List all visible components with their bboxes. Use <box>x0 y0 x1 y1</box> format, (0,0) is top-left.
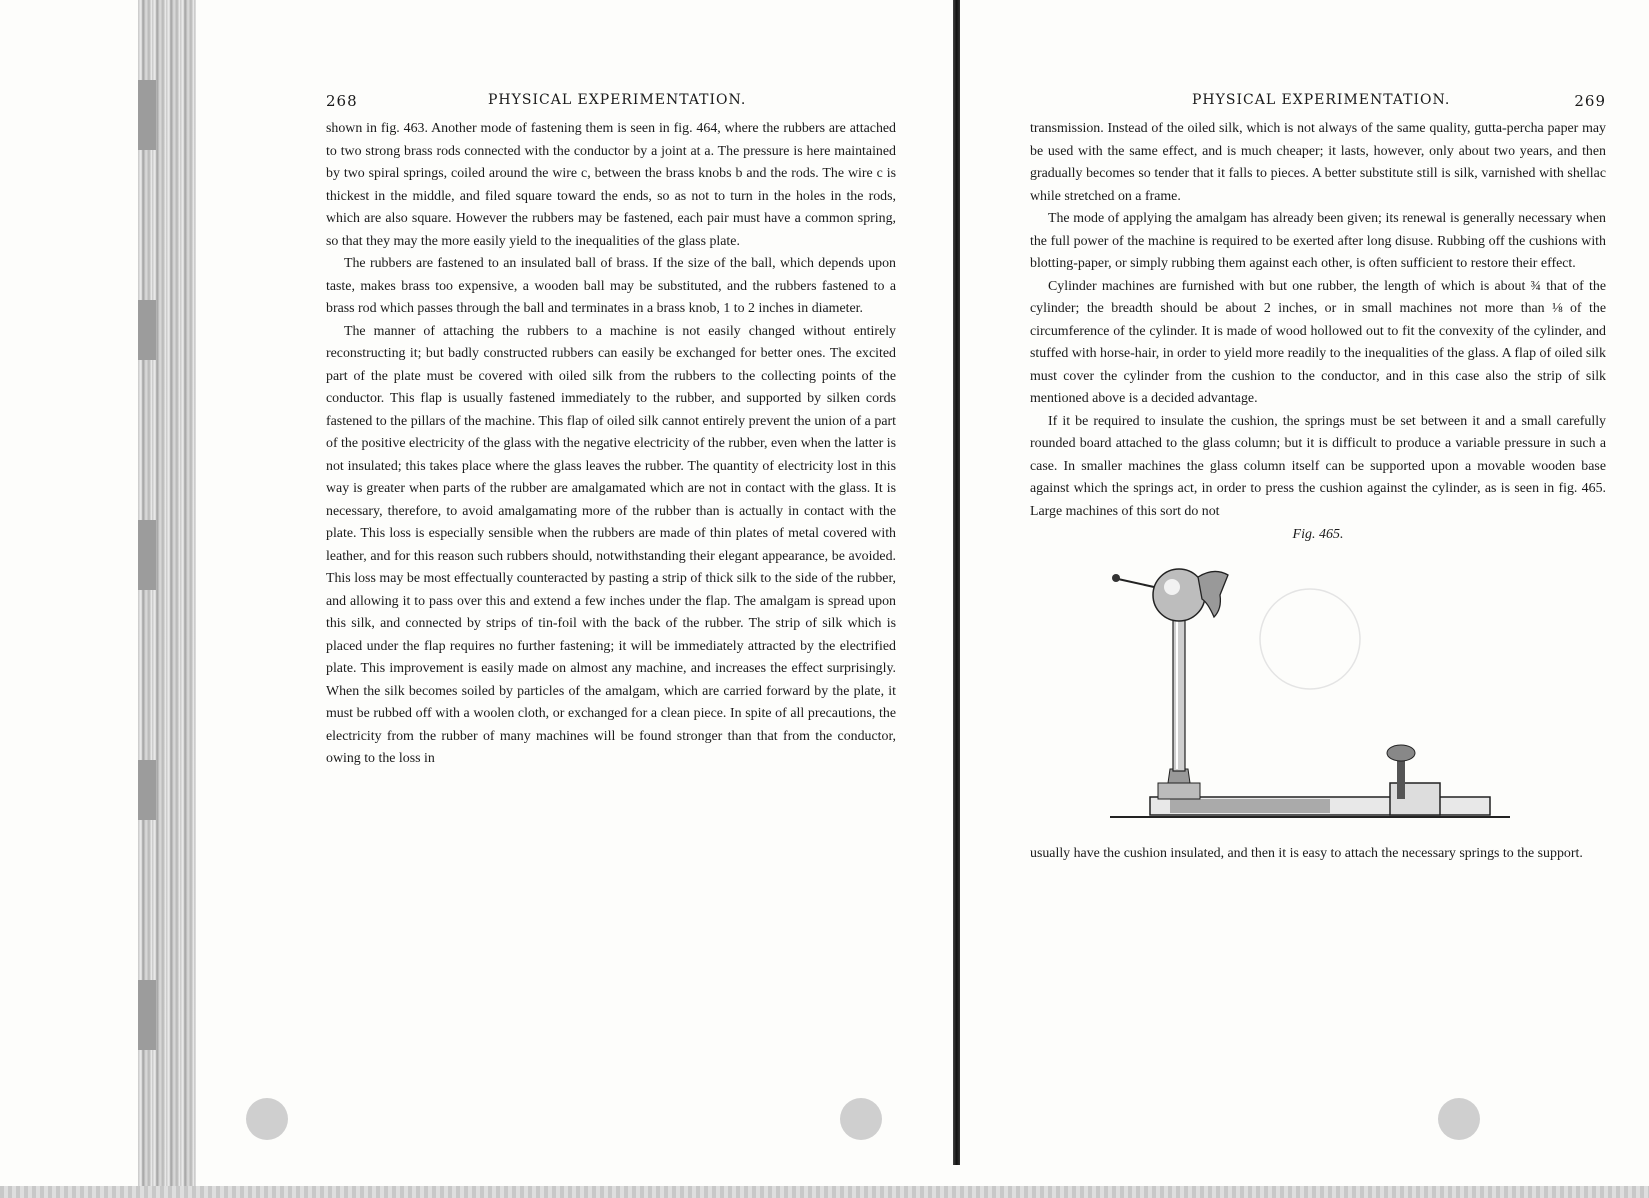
binding-tab <box>138 760 156 820</box>
binding-tabs <box>138 0 156 1198</box>
left-page-body <box>326 118 896 771</box>
paragraph: The mode of applying the amalgam has already been given; its renewal is generally necessary when the full power of the machine is required to be exerted after long disuse. Rubbing off the cushions with blotting-paper, or simply rubbing them against each other, is often sufficient to restore their effect. <box>1030 211 1606 271</box>
page-number: 269 <box>1574 92 1606 110</box>
paragraph: shown in fig. 463. Another mode of fastening them is seen in fig. 464, where the rubbers are attached to two strong brass rods connected with the conductor by a joint at a. The pressure is here maintained by two spiral springs, coiled around the wire c, between the brass knobs b and the rods. The wire c is thickest in the middle, and filed square toward the ends, so as not to turn in the holes in the rods, which are also square. However the rubbers may be fastened, each pair must have a common spring, so that they may the more easily yield to the inequalities of the glass plate. <box>326 121 896 249</box>
paragraph: Cylinder machines are furnished with but one rubber, the length of which is about ¾ that of the cylinder; the breadth should be about 2 inches, or in small machines not more than ⅛ of the circumference of the cylinder. It is made of wood hollowed out to fit the convexity of the cylinder, and stuffed with horse-hair, in order to yield more readily to the inequalities of the glass. A flap of oiled silk must cover the cylinder from the cushion to the conductor, and in this case also the strip of silk mentioned above is a decided advantage. <box>1030 278 1606 406</box>
running-title: PHYSICAL EXPERIMENTATION. <box>1192 92 1451 108</box>
left-page-header <box>326 92 896 118</box>
right-page-body <box>1030 118 1606 523</box>
binding-tab <box>138 980 156 1050</box>
right-page <box>1030 92 1606 866</box>
running-title: PHYSICAL EXPERIMENTATION. <box>488 92 747 108</box>
figure-caption: Fig. 465. <box>1292 527 1344 542</box>
page-gutter <box>953 0 960 1165</box>
binding-tab <box>138 80 156 150</box>
left-page <box>326 92 896 771</box>
binding-tab <box>138 520 156 590</box>
cushion-stand-illustration <box>1110 547 1550 837</box>
paragraph: transmission. Instead of the oiled silk, which is not always of the same quality, gutta-percha paper may be used with the same effect, and is much cheaper; it lasts, however, only about two years, and then gradually becomes so tender that it falls to pieces. A better substitute still is silk, varnished with shellac while stretched on a frame. <box>1030 121 1606 204</box>
punch-hole <box>246 1098 288 1140</box>
paragraph: usually have the cushion insulated, and then it is easy to attach the necessary springs to the support. <box>1030 846 1583 861</box>
punch-hole <box>1438 1098 1480 1140</box>
scan-bottom-edge <box>0 1186 1649 1198</box>
figure-465 <box>1030 523 1606 843</box>
paragraph: The rubbers are fastened to an insulated ball of brass. If the size of the ball, which depends upon taste, makes brass too expensive, a wooden ball may be substituted, and the rubbers fastened to a brass rod which passes through the ball and terminates in a brass knob, 1 to 2 inches in diameter. <box>326 256 896 316</box>
page-number: 268 <box>326 92 358 110</box>
punch-hole <box>840 1098 882 1140</box>
paragraph: If it be required to insulate the cushion, the springs must be set between it and a small carefully rounded board attached to the glass column; but it is difficult to produce a variable pressure in such a case. In smaller machines the glass column itself can be supported upon a movable wooden base against which the springs act, in order to press the cushion against the cylinder, as is seen in fig. 465. Large machines of this sort do not <box>1030 413 1606 519</box>
right-page-header <box>1030 92 1606 118</box>
paragraph: The manner of attaching the rubbers to a machine is not easily changed without entirely reconstructing it; but badly constructed rubbers can easily be exchanged for better ones. The excited part of the plate must be covered with oiled silk from the rubbers to the collecting points of the conductor. This flap is usually fastened immediately to the rubber, and supported by silken cords fastened to the pillars of the machine. This flap of oiled silk cannot entirely prevent the union of a part of the positive electricity of the glass with the negative electricity of the rubber, even when the latter is not insulated; this takes place where the glass leaves the rubber. The quantity of electricity lost in this way is greater when parts of the rubber are amalgamated which are not in contact with the glass. It is necessary, therefore, to avoid amalgamating more of the rubber than is actually in contact with the plate. This loss is especially sensible when the rubbers are made of thin plates of metal covered with leather, and for this reason such rubbers should, notwithstanding their elegant appearance, be avoided. This loss may be most effectually counteracted by pasting a strip of thick silk to the side of the rubber, and allowing it to pass over this and extend a few inches under the flap. The amalgam is spread upon this silk, and connected by strips of tin-foil with the back of the rubber. The strip of silk which is placed under the flap requires no further fastening; it will be immediately attracted by the electrified plate. This improvement is easily made on almost any machine, and increases the effect surprisingly. When the silk becomes soiled by particles of the amalgam, which are carried forward by the plate, it must be rubbed off with a woolen cloth, or exchanged for a clean piece. In spite of all precautions, the electricity from the rubber of many machines will be found stronger than that from the conductor, owing to the loss in <box>326 323 896 766</box>
binding-tab <box>138 300 156 360</box>
